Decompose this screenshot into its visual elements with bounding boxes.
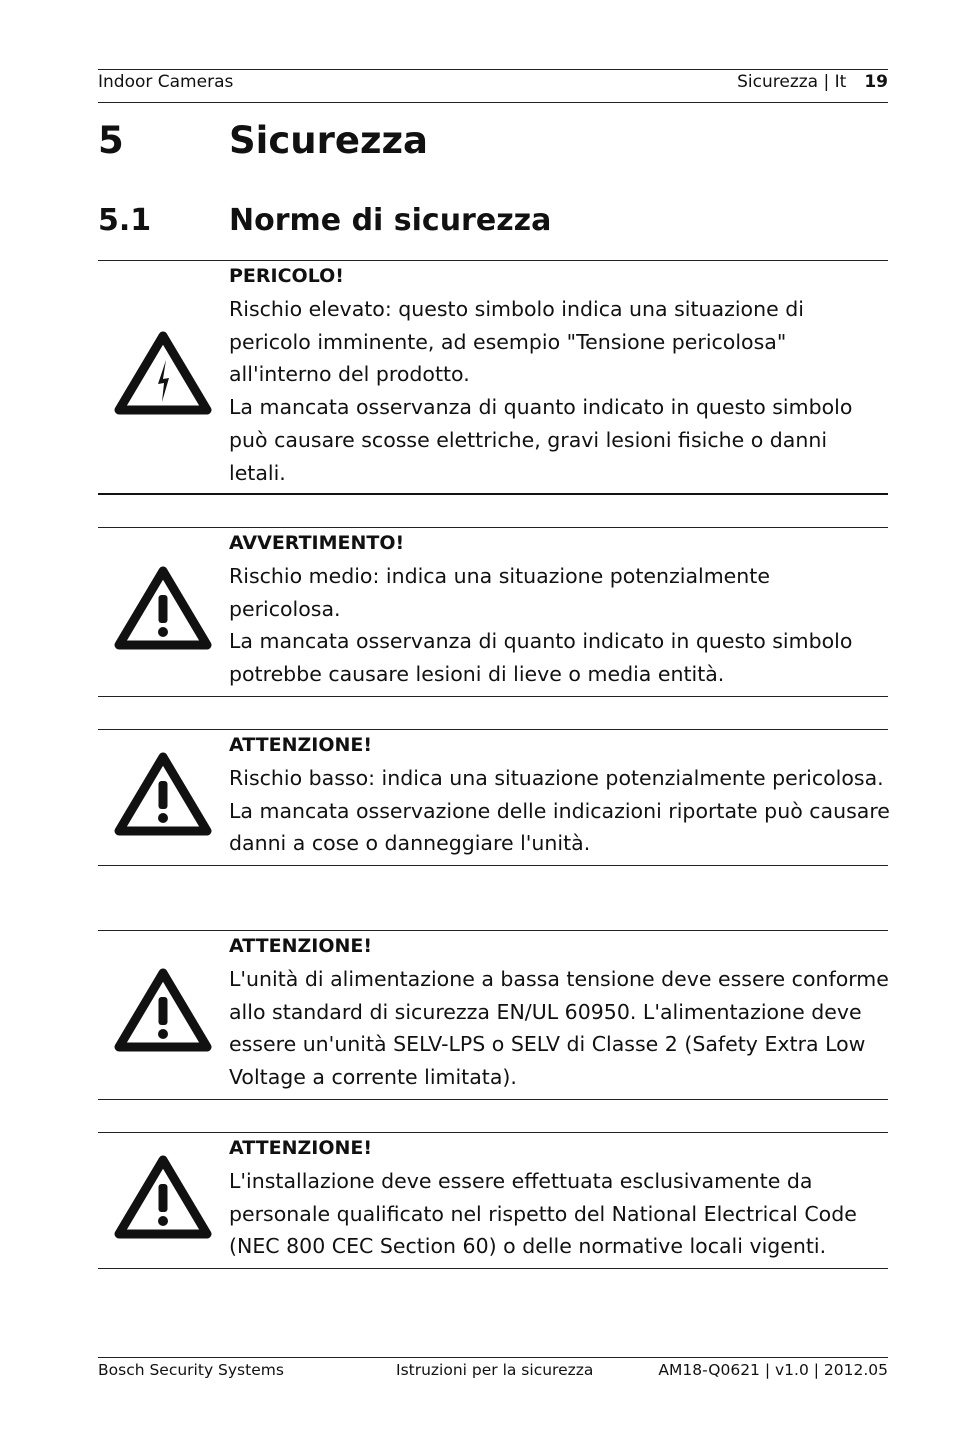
warning-exclamation-icon — [113, 749, 213, 839]
notice-text-line: L'unità di alimentazione a bassa tensione deve essere conforme — [229, 966, 889, 991]
page-number: 19 — [864, 72, 888, 92]
header-section-info — [737, 70, 888, 94]
notice-text-line: potrebbe causare lesioni di lieve o media entità. — [229, 662, 725, 687]
notice-text-line: può causare scosse elettriche, gravi lesioni fisiche o danni — [229, 427, 828, 452]
notice-text-line: essere un'unità SELV-LPS o SELV di Classe 2 (Safety Extra Low — [229, 1032, 866, 1057]
notice-text-line: letali. — [229, 460, 286, 485]
notice-title: AVVERTIMENTO! — [229, 532, 405, 554]
notice-bottom-rule — [98, 493, 888, 495]
notice-body — [229, 930, 899, 1094]
header-section-label: Sicurezza | It — [737, 72, 847, 92]
subsection-title: Norme di sicurezza — [229, 203, 552, 238]
notice-text-line: Voltage a corrente limitata). — [229, 1065, 517, 1090]
notice-text-line: danni a cose o danneggiare l'unità. — [229, 831, 591, 856]
notice-title: ATTENZIONE! — [229, 935, 373, 957]
notice-bottom-rule — [98, 1268, 888, 1269]
notice-body — [229, 260, 899, 490]
warning-exclamation-icon — [113, 563, 213, 653]
footer-doc-code: AM18-Q0621 | v1.0 | 2012.05 — [658, 1361, 888, 1379]
notice-text-line: La mancata osservanza di quanto indicato in questo simbolo — [229, 629, 853, 654]
section-number: 5 — [98, 119, 124, 162]
notice-body — [229, 527, 899, 691]
notice-title: ATTENZIONE! — [229, 1137, 373, 1159]
footer-company: Bosch Security Systems — [98, 1361, 284, 1379]
notice-text-line: allo standard di sicurezza EN/UL 60950. L'alimentazione deve — [229, 999, 862, 1024]
notice-body — [229, 729, 899, 860]
notice-text-line: all'interno del prodotto. — [229, 362, 470, 387]
notice-text-line: Rischio basso: indica una situazione potenzialmente pericolosa. — [229, 765, 884, 790]
section-title: Sicurezza — [229, 119, 428, 162]
notice-text-line: Rischio medio: indica una situazione potenzialmente — [229, 563, 770, 588]
warning-exclamation-icon — [113, 965, 213, 1055]
footer-doc-title: Istruzioni per la sicurezza — [396, 1361, 594, 1379]
notice-body — [229, 1132, 899, 1263]
warning-exclamation-icon — [113, 1152, 213, 1242]
header-bottom-rule — [98, 102, 888, 103]
notice-text-line: personale qualificato nel rispetto del National Electrical Code — [229, 1201, 857, 1226]
notice-bottom-rule — [98, 865, 888, 866]
notice-text-line: Rischio elevato: questo simbolo indica una situazione di — [229, 296, 804, 321]
notice-bottom-rule — [98, 1099, 888, 1100]
notice-title: PERICOLO! — [229, 265, 344, 287]
notice-text-line: pericolo imminente, ad esempio "Tensione pericolosa" — [229, 329, 787, 354]
header-product-name: Indoor Cameras — [98, 72, 234, 92]
notice-text-line: La mancata osservanza di quanto indicato in questo simbolo — [229, 395, 853, 420]
notice-text-line: pericolosa. — [229, 596, 341, 621]
notice-text-line: La mancata osservazione delle indicazioni riportate può causare — [229, 798, 890, 823]
notice-bottom-rule — [98, 696, 888, 697]
electric-hazard-icon — [113, 328, 213, 418]
notice-title: ATTENZIONE! — [229, 734, 373, 756]
subsection-number: 5.1 — [98, 203, 152, 238]
notice-text-line: (NEC 800 CEC Section 60) o delle normative locali vigenti. — [229, 1234, 827, 1259]
page-header — [98, 70, 888, 102]
notice-text-line: L'installazione deve essere effettuata esclusivamente da — [229, 1168, 813, 1193]
